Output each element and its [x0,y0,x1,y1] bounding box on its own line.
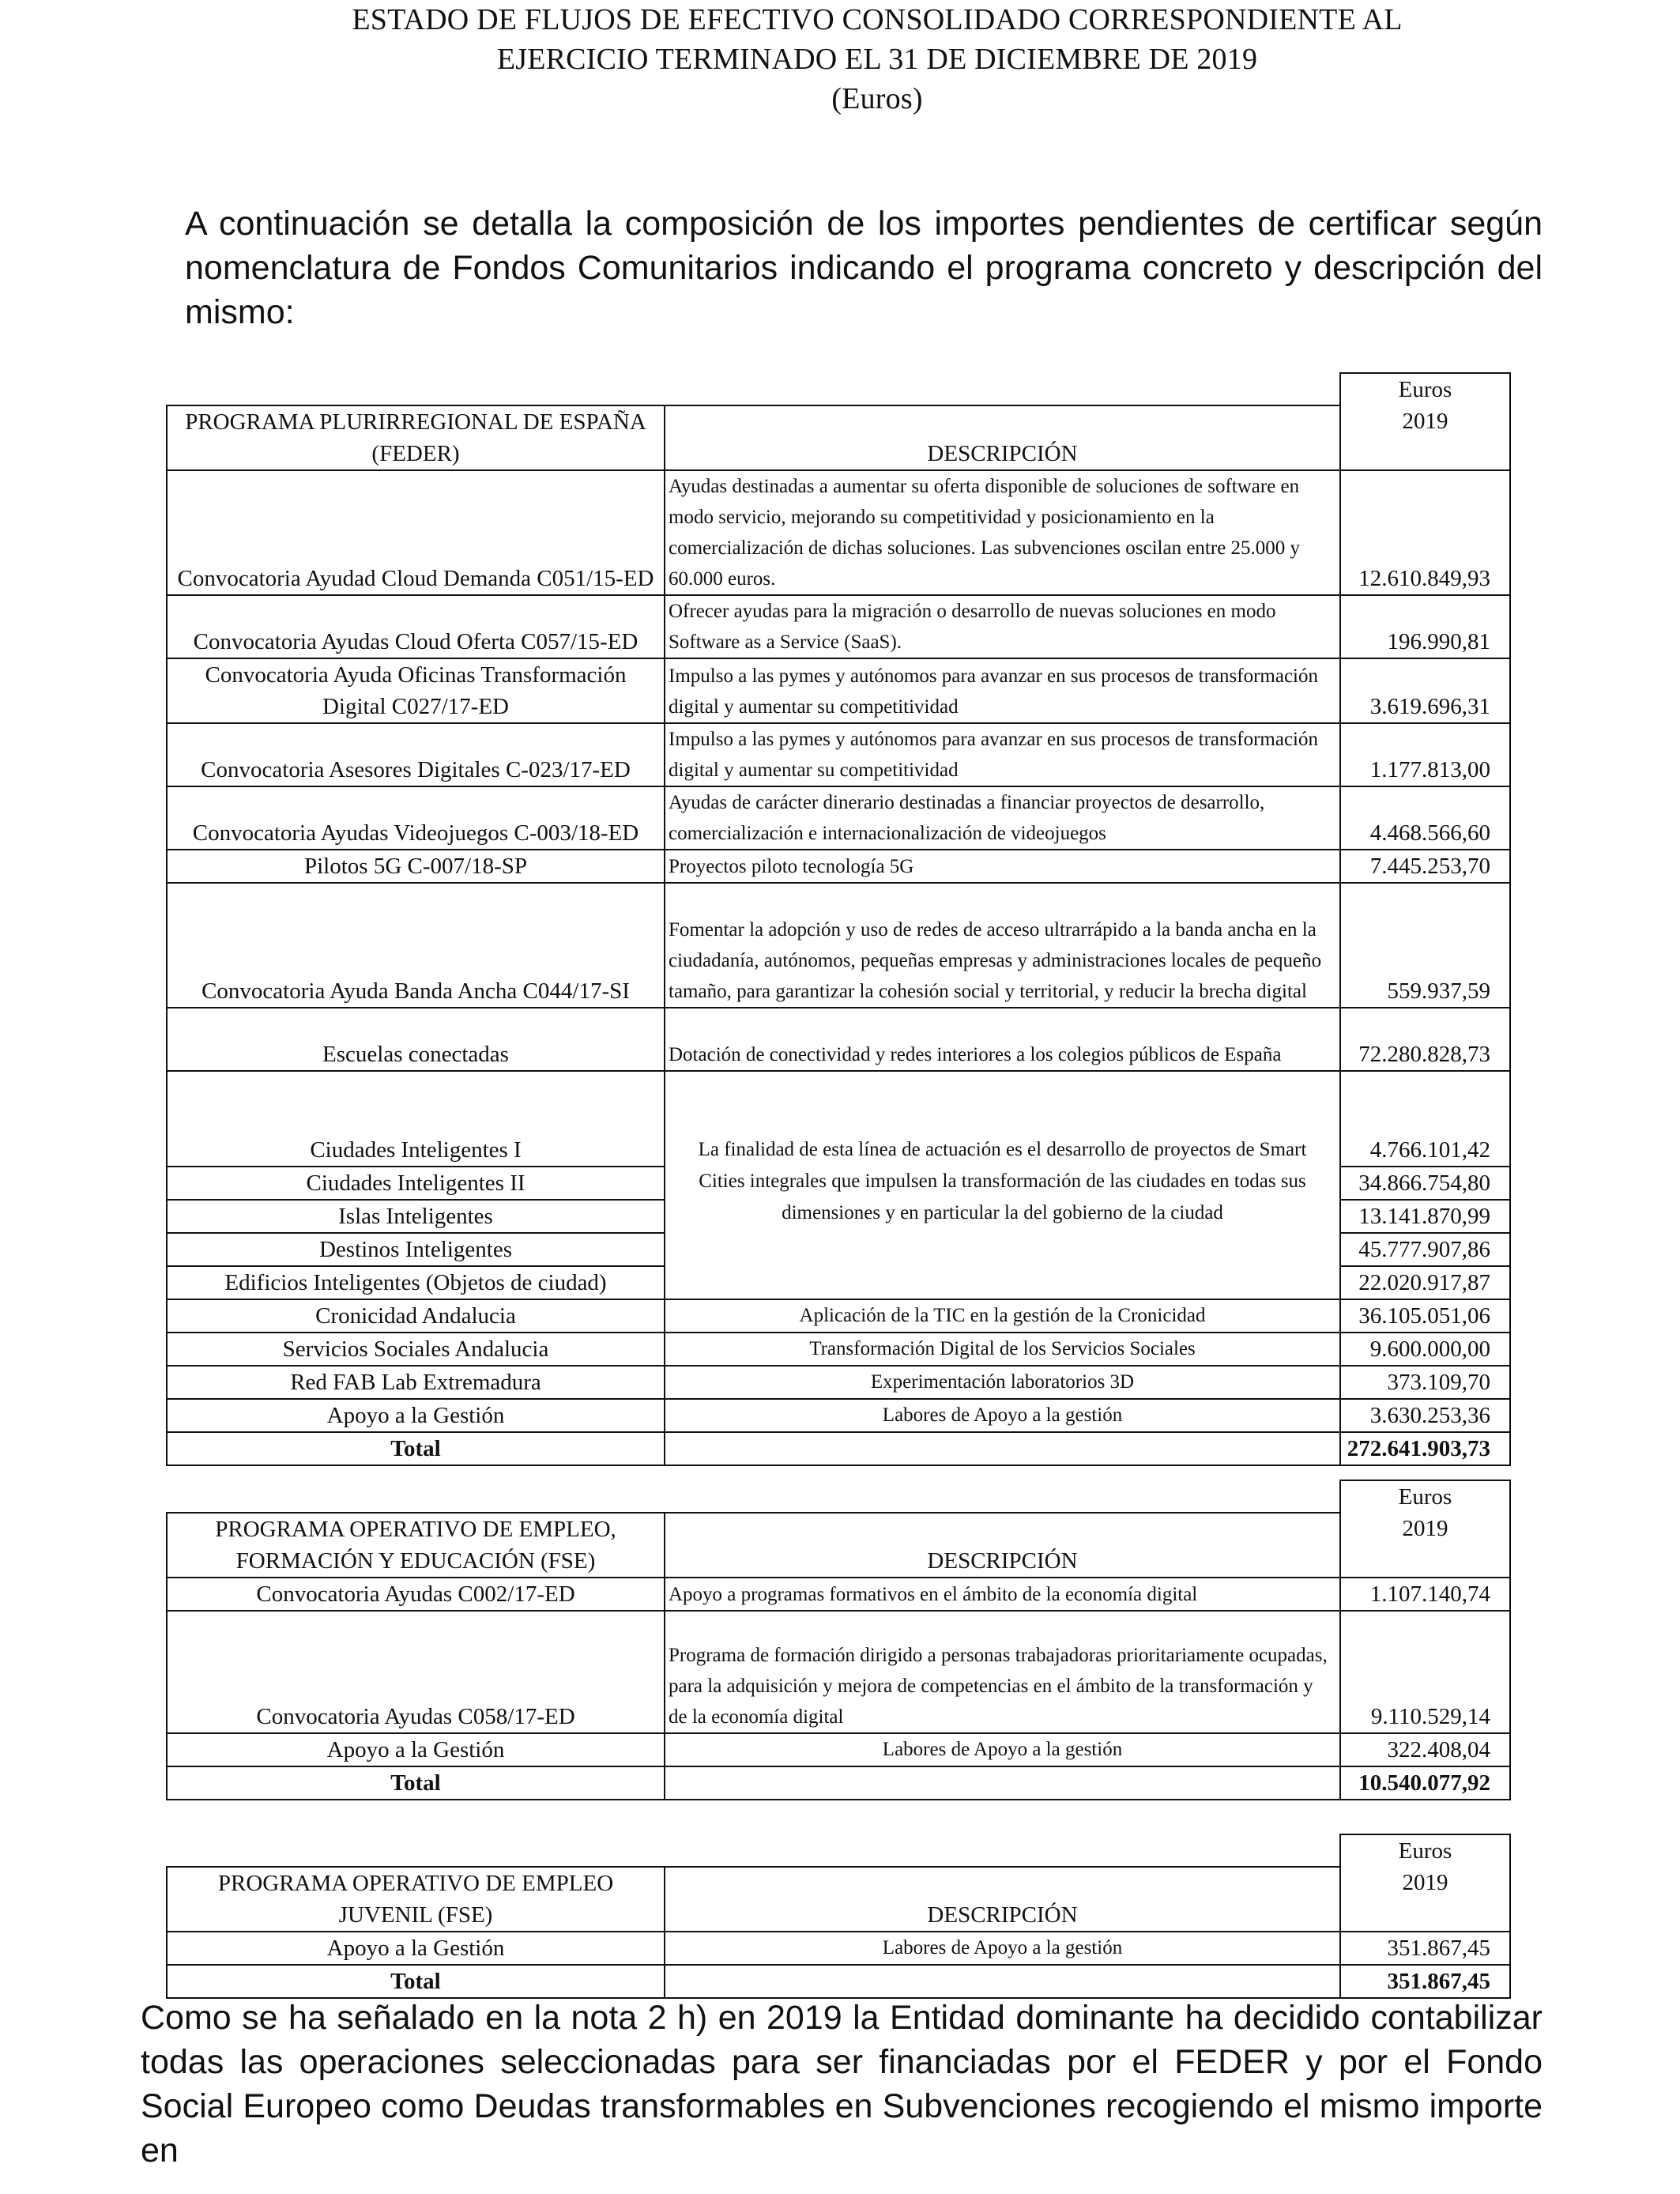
description-header: DESCRIPCIÓN [665,1513,1340,1578]
smart-cities-description-cell [665,1134,1340,1299]
program-name: Escuelas conectadas [167,1008,665,1071]
program-name: Pilotos 5G C-007/18-SP [167,850,665,883]
program-amount: 4.766.101,42 [1340,1134,1510,1167]
table-row [167,883,1510,1008]
year-label: 2019 [1340,405,1510,470]
table-row [167,1366,1510,1399]
closing-paragraph: Como se ha señalado en la nota 2 h) en 2019 la Entidad dominante ha decidido contabilizar todas las operaciones seleccionadas para ser financiadas por el FEDER y por el Fondo Social Europeo como Deudas transformables en Subvenciones recogiendo el mismo importe en [141,1999,1543,2169]
program-name: Convocatoria Ayudas C002/17-ED [167,1578,665,1611]
table-row [167,850,1510,883]
program-name: Apoyo a la Gestión [167,1399,665,1432]
program-amount: 373.109,70 [1340,1366,1510,1399]
total-label: Total [167,1432,665,1465]
program-name: Cronicidad Andalucia [167,1299,665,1333]
program-name: Convocatoria Ayudas Videojuegos C-003/18-ED [167,786,665,850]
program-amount: 559.937,59 [1340,883,1510,1008]
program-amount: 45.777.907,86 [1340,1233,1510,1266]
total-amount: 10.540.077,92 [1340,1766,1510,1800]
program-name: Convocatoria Asesores Digitales C-023/17-ED [167,723,665,786]
program-amount: 12.610.849,93 [1340,470,1510,595]
fse-education-table [166,1480,1511,1800]
program-name: Islas Inteligentes [167,1200,665,1233]
total-label: Total [167,1965,665,1998]
table-row [167,658,1510,723]
program-name: Convocatoria Ayudas C058/17-ED [167,1611,665,1733]
program-description: Experimentación laboratorios 3D [665,1366,1340,1399]
total-amount: 272.641.903,73 [1340,1432,1510,1465]
program-description: Impulso a las pymes y autónomos para avanzar en sus procesos de transformación digital y aumentar su competitividad [665,658,1340,723]
header-currency: (Euros) [831,82,923,115]
intro-paragraph: A continuación se detalla la composición de los importes pendientes de certificar según nomenclatura de Fondos Comunitarios indicando el programa concreto y descripción del mismo: [185,205,1543,331]
program-amount: 13.141.870,99 [1340,1200,1510,1233]
table-row [167,1578,1510,1611]
euros-label: Euros [1340,373,1510,405]
program-amount: 72.280.828,73 [1340,1008,1510,1071]
program-amount: 322.408,04 [1340,1733,1510,1766]
program-amount: 1.107.140,74 [1340,1578,1510,1611]
program-description: Impulso a las pymes y autónomos para avanzar en sus procesos de transformación digital y aumentar su competitividad [665,723,1340,786]
program-header: PROGRAMA PLURIRREGIONAL DE ESPAÑA (FEDER) [167,405,665,470]
program-name: Convocatoria Ayuda Oficinas Transformación Digital C027/17-ED [167,658,665,723]
program-description: Apoyo a programas formativos en el ámbito de la economía digital [665,1578,1340,1611]
program-name: Edificios Inteligentes (Objetos de ciudad) [167,1266,665,1299]
program-amount: 3.630.253,36 [1340,1399,1510,1432]
program-name: Convocatoria Ayudas Cloud Oferta C057/15-ED [167,595,665,658]
program-amount: 9.600.000,00 [1340,1333,1510,1366]
program-description: Labores de Apoyo a la gestión [665,1932,1340,1965]
program-header: PROGRAMA OPERATIVO DE EMPLEO, FORMACIÓN Y EDUCACIÓN (FSE) [167,1513,665,1578]
table-row [167,1071,1510,1134]
total-label: Total [167,1766,665,1800]
program-description: Aplicación de la TIC en la gestión de la Cronicidad [665,1299,1340,1333]
program-name: Destinos Inteligentes [167,1233,665,1266]
table-row [167,595,1510,658]
year-label: 2019 [1340,1513,1510,1578]
program-description: Ofrecer ayudas para la migración o desarrollo de nuevas soluciones en modo Software as a Service (SaaS). [665,595,1340,658]
table-row [167,786,1510,850]
program-name: Ciudades Inteligentes I [167,1134,665,1167]
total-amount: 351.867,45 [1340,1965,1510,1998]
program-name: Convocatoria Ayuda Banda Ancha C044/17-SI [167,883,665,1008]
program-amount: 34.866.754,80 [1340,1167,1510,1200]
program-name: Red FAB Lab Extremadura [167,1366,665,1399]
total-row [167,1766,1510,1800]
euros-label: Euros [1340,1834,1510,1867]
program-amount: 4.468.566,60 [1340,786,1510,850]
program-description: Proyectos piloto tecnología 5G [665,850,1340,883]
program-name: Ciudades Inteligentes II [167,1167,665,1200]
table-row [167,1333,1510,1366]
program-amount: 9.110.529,14 [1340,1611,1510,1733]
program-description: Labores de Apoyo a la gestión [665,1399,1340,1432]
program-amount: 351.867,45 [1340,1932,1510,1965]
description-header: DESCRIPCIÓN [665,405,1340,470]
page-header [0,0,1680,126]
program-name: Apoyo a la Gestión [167,1733,665,1766]
year-label: 2019 [1340,1867,1510,1932]
program-header: PROGRAMA OPERATIVO DE EMPLEO JUVENIL (FSE) [167,1867,665,1932]
program-description: Programa de formación dirigido a personas trabajadoras prioritariamente ocupadas, para la adquisición y mejora de competencias en el ámbito de la transformación y de la economía digital [665,1611,1340,1733]
total-row [167,1432,1510,1465]
table-row [167,470,1510,595]
header-title-line-1: ESTADO DE FLUJOS DE EFECTIVO CONSOLIDADO CORRESPONDIENTE AL [352,3,1403,36]
table-row [167,1932,1510,1965]
table-row [167,1399,1510,1432]
total-row [167,1965,1510,1998]
program-name: Apoyo a la Gestión [167,1932,665,1965]
program-description: Ayudas de carácter dinerario destinadas a financiar proyectos de desarrollo, comercialización e internacionalización de videojuegos [665,786,1340,850]
program-name: Servicios Sociales Andalucia [167,1333,665,1366]
feder-table [166,372,1511,1466]
program-description: Labores de Apoyo a la gestión [665,1733,1340,1766]
euros-label: Euros [1340,1480,1510,1513]
program-amount: 1.177.813,00 [1340,723,1510,786]
table-row [167,1733,1510,1766]
header-title-line-2: EJERCICIO TERMINADO EL 31 DE DICIEMBRE DE 2019 [496,43,1258,76]
description-header: DESCRIPCIÓN [665,1867,1340,1932]
fse-youth-table [166,1834,1511,1999]
program-description: La finalidad de esta línea de actuación es el desarrollo de proyectos de Smart Cities integrales que impulsen la transformación de las ciudades en todas sus dimensiones y en particular la del gobierno de la ciudad [698,1139,1307,1223]
program-description: Ayudas destinadas a aumentar su oferta disponible de soluciones de software en modo servicio, mejorando su competitividad y posicionamiento en la comercialización de dichas soluciones. Las subvenciones oscilan entre 25.000 y 60.000 euros. [665,470,1340,595]
table-row [167,1008,1510,1071]
program-description: Fomentar la adopción y uso de redes de acceso ultrarrápido a la banda ancha en la ciudadanía, autónomos, pequeñas empresas y administraciones locales de pequeño tamaño, para garantizar la cohesión social y territorial, y reducir la brecha digital [665,883,1340,1008]
program-amount: 196.990,81 [1340,595,1510,658]
table-row [167,723,1510,786]
program-description: Transformación Digital de los Servicios Sociales [665,1333,1340,1366]
table-row [167,1611,1510,1733]
program-amount: 3.619.696,31 [1340,658,1510,723]
program-amount: 36.105.051,06 [1340,1299,1510,1333]
program-amount: 22.020.917,87 [1340,1266,1510,1299]
program-amount: 7.445.253,70 [1340,850,1510,883]
table-row [167,1134,1510,1167]
table-row [167,1299,1510,1333]
program-description: Dotación de conectividad y redes interiores a los colegios públicos de España [665,1008,1340,1071]
program-name: Convocatoria Ayudad Cloud Demanda C051/15-ED [167,470,665,595]
